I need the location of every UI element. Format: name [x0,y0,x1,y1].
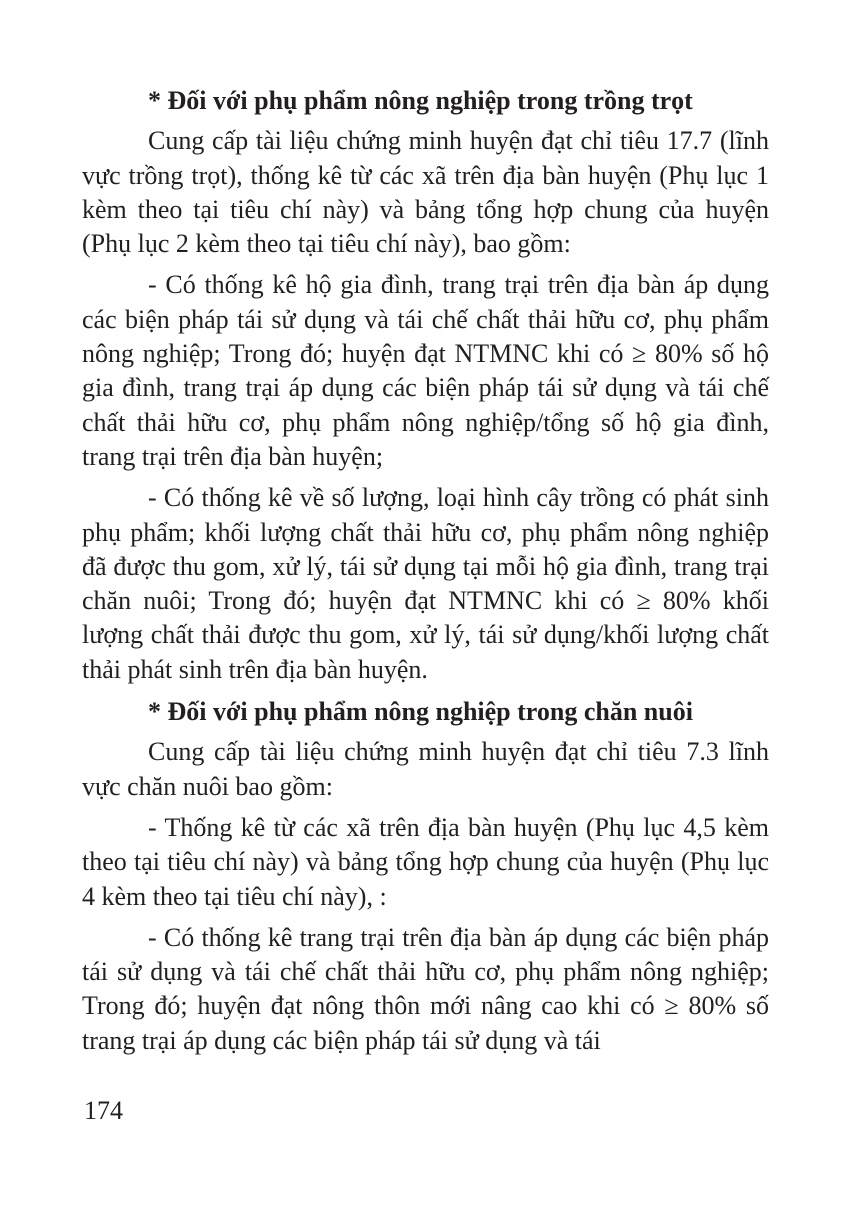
section-heading-crop: * Đối với phụ phẩm nông nghiệp trong trồng trọt [148,86,693,115]
paragraph: - Có thống kê trang trại trên địa bàn áp dụng các biện pháp tái sử dụng và tái chế chất thải hữu cơ, phụ phẩm nông nghiệp; Trong đó; huyện đạt nông thôn mới nâng cao khi có ≥ 80% số trang trại áp dụng các biện pháp tái sử dụng và tái [82,922,769,1055]
paragraph: - Có thống kê về số lượng, loại hình cây trồng có phát sinh phụ phẩm; khối lượng chất thải hữu cơ, phụ phẩm nông nghiệp đã được thu gom, xử lý, tái sử dụng tại mỗi hộ gia đình, trang trại chăn nuôi; Trong đó; huyện đạt NTMNC khi có ≥ 80% khối lượng chất thải được thu gom, xử lý, tái sử dụng/khối lượng chất thải phát sinh trên địa bàn huyện. [82,483,769,684]
page-number: 174 [84,1096,123,1125]
page-body [82,84,769,1065]
paragraph: - Thống kê từ các xã trên địa bàn huyện (Phụ lục 4,5 kèm theo tại tiêu chí này) và bảng tổng hợp chung của huyện (Phụ lục 4 kèm theo tại tiêu chí này), : [82,812,769,911]
paragraph: - Có thống kê hộ gia đình, trang trại trên địa bàn áp dụng các biện pháp tái sử dụng và tái chế chất thải hữu cơ, phụ phẩm nông nghiệp; Trong đó; huyện đạt NTMNC khi có ≥ 80% số hộ gia đình, trang trại áp dụng các biện pháp tái sử dụng và tái chế chất thải hữu cơ, phụ phẩm nông nghiệp/tổng số hộ gia đình, trang trại trên địa bàn huyện; [82,270,769,471]
section-heading-livestock: * Đối với phụ phẩm nông nghiệp trong chăn nuôi [148,697,693,727]
paragraph: Cung cấp tài liệu chứng minh huyện đạt chỉ tiêu 17.7 (lĩnh vực trồng trọt), thống kê từ các xã trên địa bàn huyện (Phụ lục 1 kèm theo tại tiêu chí này) và bảng tổng hợp chung của huyện (Phụ lục 2 kèm theo tại tiêu chí này), bao gồm: [82,126,769,259]
paragraph: Cung cấp tài liệu chứng minh huyện đạt chỉ tiêu 7.3 lĩnh vực chăn nuôi bao gồm: [82,737,769,801]
